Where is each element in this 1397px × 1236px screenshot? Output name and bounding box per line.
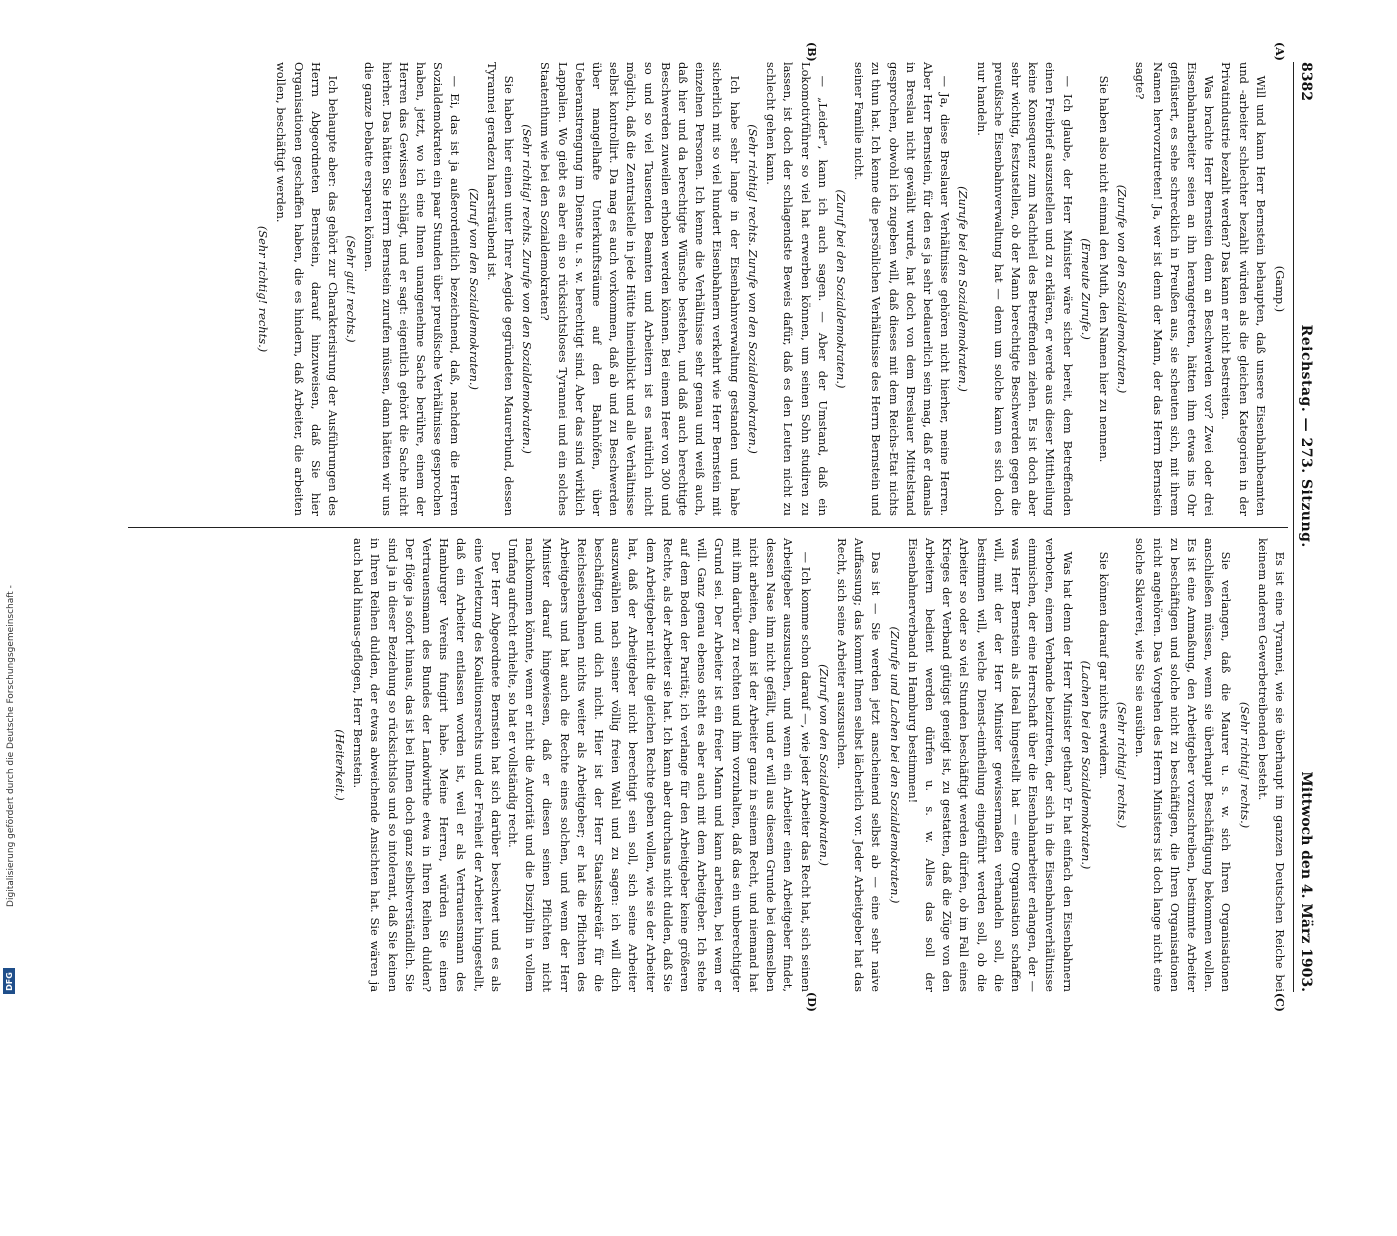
interjection: (Sehr richtig! rechts.) [256, 225, 271, 353]
interjection: (Zuruf bei den Sozialdemokraten.) [833, 189, 848, 389]
session-date: Mittwoch den 4. März 1903. [1298, 771, 1314, 992]
paragraph: Das ist — Sie werden jetzt anscheinend selbst ab — eine sehr naive Auffassung; das kommt Ihnen selbst lächerlich vor. Jeder Arbeitgeber hat das Recht, sich seine Arbeiter auszusuchen. [834, 538, 884, 992]
interjection: (Zuruf von den Sozialdemokraten.) [466, 188, 481, 390]
paragraph: — Ich glaube, der Herr Minister wäre sicher bereit, dem Betreffenden einen Freibrief auszustellen und zu erklären, er werde aus dieser Mittheilung keine Konsequenz zum Nachtheil des Betreffenden ziehen. Es ist doch aber sehr wichtig, festzustellen, ob der Mann berechtigte Beschwerden gegen die preußische Eisenbahnverwaltung hat — denn um solche kann es sich doch nur handeln. [974, 62, 1075, 516]
header-rule [1293, 62, 1294, 992]
interjection: (Sehr richtig! rechts.) [1115, 701, 1130, 829]
margin-marker-c: (C) [1273, 992, 1286, 1012]
margin-marker-d: (D) [805, 992, 818, 1012]
speaker-name: (Gamp.) [1273, 265, 1287, 313]
interjection: (Zurufe von den Sozialdemokraten.) [1115, 184, 1130, 394]
margin-marker-b: (B) [805, 42, 818, 62]
interjection: (Sehr richtig! rechts. Zurufe von den Sozialdemokraten.) [745, 124, 760, 454]
paragraph: Der Herr Abgeordnete Bernstein hat sich darüber beschwert und es als eine Verletzung des Koalitionsrechts und der Freiheit der Arbeiter hingestellt, daß ein Arbeiter entlassen worden ist, weil er als Vertrauensmann des Hamburger Vereins fungirt habe. Meine Herren, würden Sie einen Vertrauensmann des Bundes der Landwirthe etwa in Ihren Reihen dulden? Der flöge ja sofort hinaus, das ist bei Ihnen doch ganz selbstverständlich. Sie sind ja in dieser Beziehung so rücksichtslos und so intolerant, daß Sie keinen in Ihren Reihen dulden, der etwas abweichende Ansichten hat. Sie wären ja auch bald hinaus-geflogen, Herr Bernstein. [351, 538, 503, 992]
paragraph: Ich habe sehr lange in der Eisenbahnverwaltung gestanden und habe sicherlich mit so viel hundert Eisenbahnern verkehrt wie Herr Bernstein mit einzelnen Personen. Ich kenne die Verhältnisse sehr genau und weiß auch, daß hier und da berechtigte Wünsche bestehen, und daß auch berechtigte Beschwerden zuweilen erhoben werden können. Bei einem Heer von 300 und so und so viel Tausenden Beamten und Arbeitern ist es natürlich nicht möglich, daß die Zentralstelle in jede Hütte hineinblickt und alle Verhältnisse selbst kontrollirt. Da mag es auch vorkommen, daß ab und zu Beschwerden über mangelhafte Unterkunftsräume auf den Bahnhöfen, über Ueberanstrengung im Dienste u. s. w. berechtigt sind. Aber das sind wirklich Lappalien. Wo giebt es aber ein so rücksichtsloses Tyrannei und ein solches Staatenthum wie bei den Sozialdemokraten? [538, 62, 742, 516]
paragraph: — Ja, diese Breslauer Verhältnisse gehören nicht hierher, meine Herren. Aber Herr Bernstein, für den es ja sehr bedauerlich sein mag, daß er damals in Breslau nicht gewählt wurde, hat doch von dem Breslauer Mittelstand gesprochen, obwohl ich zugeben will, daß dieses mit dem Reichs-Etat nichts zu thun hat. Ich kenne die persönlichen Verhältnisse des Herrn Bernstein und seiner Familie nicht. [852, 62, 953, 516]
text-columns [118, 42, 1288, 1012]
paragraph: Will und kann Herr Bernstein behaupten, daß unsere Eisenbahnbeamten und -arbeiter schlechter bezahlt würden als die gleichen Kategorien in der Privatindustrie bezahlt werden? Das kann er nicht bestreiten. [1219, 62, 1268, 516]
paragraph: Was hat denn der Herr Minister gethan? Er hat einfach den Eisenbahnern verboten, einem Verbande beizutreten, der sich in die Eisenbahnverhältnisse einmischen, der eine Herrschaft über die Eisenbahnarbeiter erlangen, der — was Herr Bernstein als Ideal hingestellt hat — eine Organisation schaffen will, mit der der Herr Minister gewissermaßen verhandeln soll, die bestimmen will, welche Dienst-eintheilung eingeführt werden soll, ob die Arbeiter so oder so viel Stunden beschäftigt werden dürfen, ob im Fall eines Krieges der Verband gütigst geneigt ist, zu gestatten, daß die Züge von den Arbeitern bedient werden dürfen u. s. w. Alles das soll der Eisenbahnerverband in Hamburg bestimmen! [905, 538, 1075, 992]
interjection: (Zurufe bei den Sozialdemokraten.) [956, 186, 971, 392]
paragraph: Sie haben hier einen unter Ihrer Aegide gegründeten Maurerbund, dessen Tyrannei geradezu haarsträubend ist. [484, 62, 517, 516]
paragraph: Sie haben also nicht einmal den Muth, den Namen hier zu nennen. [1096, 75, 1111, 463]
page-number: 8382 [1298, 62, 1314, 101]
page-title: Reichstag. — 273. Sitzung. [1298, 324, 1314, 548]
interjection: (Zuruf von den Sozialdemokraten.) [816, 664, 831, 866]
interjection: (Sehr richtig! rechts.) [1237, 701, 1252, 829]
paragraph: Was brachte Herr Bernstein denn an Beschwerden vor? Zwei oder drei Eisenbahnarbeiter seien an ihn herangetreten, hätten ihm etwas ins Ohr geflüstert, es sehe schrecklich in Preußen aus, sie scheuten sich, mit ihrem Namen hervorzutreten! Ja, wer ist denn der Mann, der das Herrn Bernstein sagte? [1133, 62, 1217, 516]
margin-marker-a: (A) [1273, 42, 1286, 61]
interjection: (Erneute Zurufe.) [1078, 238, 1093, 340]
paragraph: Es ist eine Tyrannei, wie sie überhaupt im ganzen Deutschen Reiche bei keinem anderen Gewerbetreibenden besteht. [1255, 538, 1287, 992]
interjection: (Lachen bei den Sozialdemokraten.) [1078, 660, 1093, 870]
interjection: (Zurufe und Lachen bei den Sozialdemokraten.) [887, 626, 902, 904]
dfg-logo: DFG [3, 968, 15, 994]
paragraph: — Ich komme schon darauf —, wie jeder Arbeiter das Recht hat, sich seinen Arbeitgeber auszusuchen, und wenn ein Arbeiter einen Arbeitgeber findet, dessen Nase ihm nicht gefällt, und er will aus diesem Grunde bei demselben nicht arbeiten, dann ist der Arbeiter ganz in seinem Recht, und niemand hat mit ihm darüber zu rechten und ihm vorzuhalten, daß das ein unberechtigter Grund sei. Der Arbeiter ist ein freier Mann und kann arbeiten, bei wem er will. Ganz genau ebenso steht es aber auch mit dem Arbeitgeber. Ich stehe auf dem Boden der Parität; ich verlange für den Arbeitgeber keine größeren Rechte, als der Arbeiter sie hat. Ich kann aber durchaus nicht dulden, daß Sie dem Arbeitgeber nicht die gleichen Rechte geben wollen, wie sie der Arbeiter hat, daß der Arbeitgeber nicht berechtigt sein soll, sich seine Arbeiter auszuwählen nach seiner völlig freien Wahl und zu sagen: ich will dich beschäftigen und dich nicht. Hier ist der Herr Staatssekretär für die Reichseisenbahnen nichts weiter als Arbeitgeber; er hat die Pflichten des Arbeitgebers und hat auch die Rechte eines solchen, und wenn der Herr Minister darauf hingewiesen, daß er diesen seinen Pflichten nicht nachkommen könnte, wenn er nicht die Autorität und die Disziplin in vollem Umfang aufrecht erhielte, so hat er vollständig recht. [506, 538, 813, 992]
interjection: (Sehr gut! rechts.) [344, 235, 359, 343]
paragraph: — „Leider", kann ich auch sagen. — Aber der Umstand, daß ein Lokomotivführer so viel hat erwerben können, um seinen Sohn studiren zu lassen, ist doch der schlagendste Beweis dafür, daß es den Leuten nicht zu schlecht gehen kann. [764, 62, 830, 516]
interjection: (Sehr richtig! rechts. Zurufe von den Sozialdemokraten.) [520, 124, 535, 454]
interjection: (Heiterkeit.) [333, 729, 348, 801]
paragraph: Sie können darauf gar nichts erwidern. [1096, 551, 1111, 780]
paragraph: Ich behaupte aber: das gehört zur Charakterisirung der Ausführungen des Herrn Abgeordneten Bernstein, darauf hinzuweisen, daß Sie hier Organisationen geschaffen haben, die es hindern, daß Arbeiter, die arbeiten wollen, beschäftigt werden. [274, 62, 341, 516]
page-header [1298, 62, 1322, 992]
left-column [118, 42, 1288, 516]
right-column [118, 538, 1288, 1012]
footer-strip [2, 0, 16, 1000]
paragraph: Sie verlangen, daß die Maurer u. s. w. sich Ihren Organisationen anschließen müssen, wenn sie überhaupt Beschäftigung bekommen wollen. Es ist eine Anmaßung, den Arbeitgeber vorzuschreiben, bestimmte Arbeiter zu beschäftigen und solche nicht zu beschäftigen, die Ihren Organisationen nicht angehören. Das Vorgehen des Herrn Ministers ist doch lange nicht eine solche Sklaverei, wie Sie sie ausüben. [1133, 538, 1234, 992]
document-page [112, 42, 1322, 1012]
funding-acknowledgement: Digitalisierung gefördert durch die Deutsche Forschungsgemeinschaft - [6, 585, 16, 907]
paragraph: — Ei, das ist ja außerordentlich bezeichnend, daß, nachdem die Herren Sozialdemokraten ein paar Stunden über preußische Verhältnisse gesprochen haben, jetzt, wo ich eine Ihnen unangenehme Sache berühre, einem der Herren das Gewissen schlägt, und er sagt: eigentlich gehört die Sache nicht hierher. Das hätten Sie Herrn Bernstein zurufen müssen, dann hätten wir uns die ganze Debatte ersparen können. [362, 62, 463, 516]
